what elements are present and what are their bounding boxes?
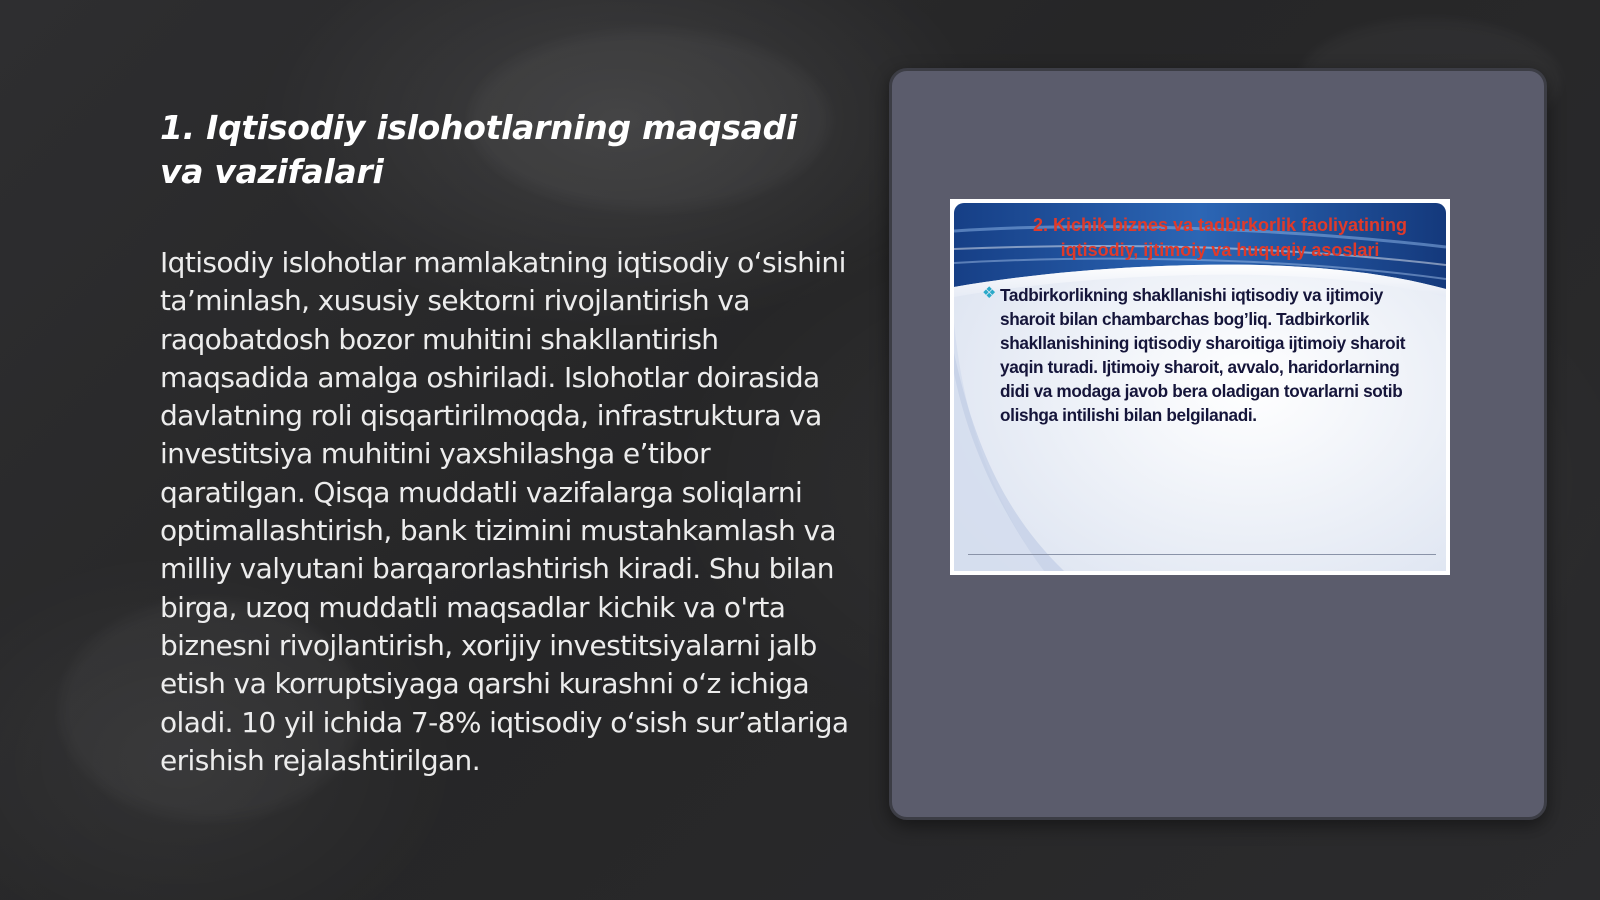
diamond-bullet-icon: ❖ <box>982 283 997 302</box>
embedded-slide-image <box>950 199 1450 575</box>
embedded-slide-divider <box>968 554 1436 555</box>
embedded-slide-title: 2. Kichik biznes va tadbirkorlik faoliyatining iqtisodiy, ijtimoiy va huquqiy asoslari <box>1032 215 1408 260</box>
embedded-slide-body: Tadbirkorlikning shakllanishi iqtisodiy va ijtimoiy sharoit bilan chambarchas bog’liq. Tadbirkorlik shakllanishining iqtisodiy sharoitiga ijtimoiy sharoit yaqin turadi. Ijtimoiy sharoit, avvalo, haridorlarning didi va modaga javob bera oladigan tovarlarni sotib olishga intilishi bilan belgilanadi. <box>1000 285 1406 425</box>
slide-title: 1. Iqtisodiy islohotlarning maqsadi va vazifalari <box>160 108 797 191</box>
slide-body-text: Iqtisodiy islohotlar mamlakatning iqtisodiy o‘sishini ta’minlash, xususiy sektorni rivojlantirish va raqobatdosh bozor muhitini shakllantirish maqsadida amalga oshiriladi. Islohotlar doirasida davlatning roli qisqartirilmoqda, infrastruktura va investitsiya muhitini yaxshilashga e’tibor qaratilgan. Qisqa muddatli vazifalarga soliqlarni optimallashtirish, bank tizimini mustahkamlash va milliy valyutani barqarorlashtirish kiradi. Shu bilan birga, uzoq muddatli maqsadlar kichik va o'rta biznesni rivojlantirish, xorijiy investitsiyalarni jalb etish va korruptsiyaga qarshi kurashni o‘z ichiga oladi. 10 yil ichida 7-8% iqtisodiy o‘sish sur’atlariga erishish rejalashtirilgan. <box>160 246 849 777</box>
